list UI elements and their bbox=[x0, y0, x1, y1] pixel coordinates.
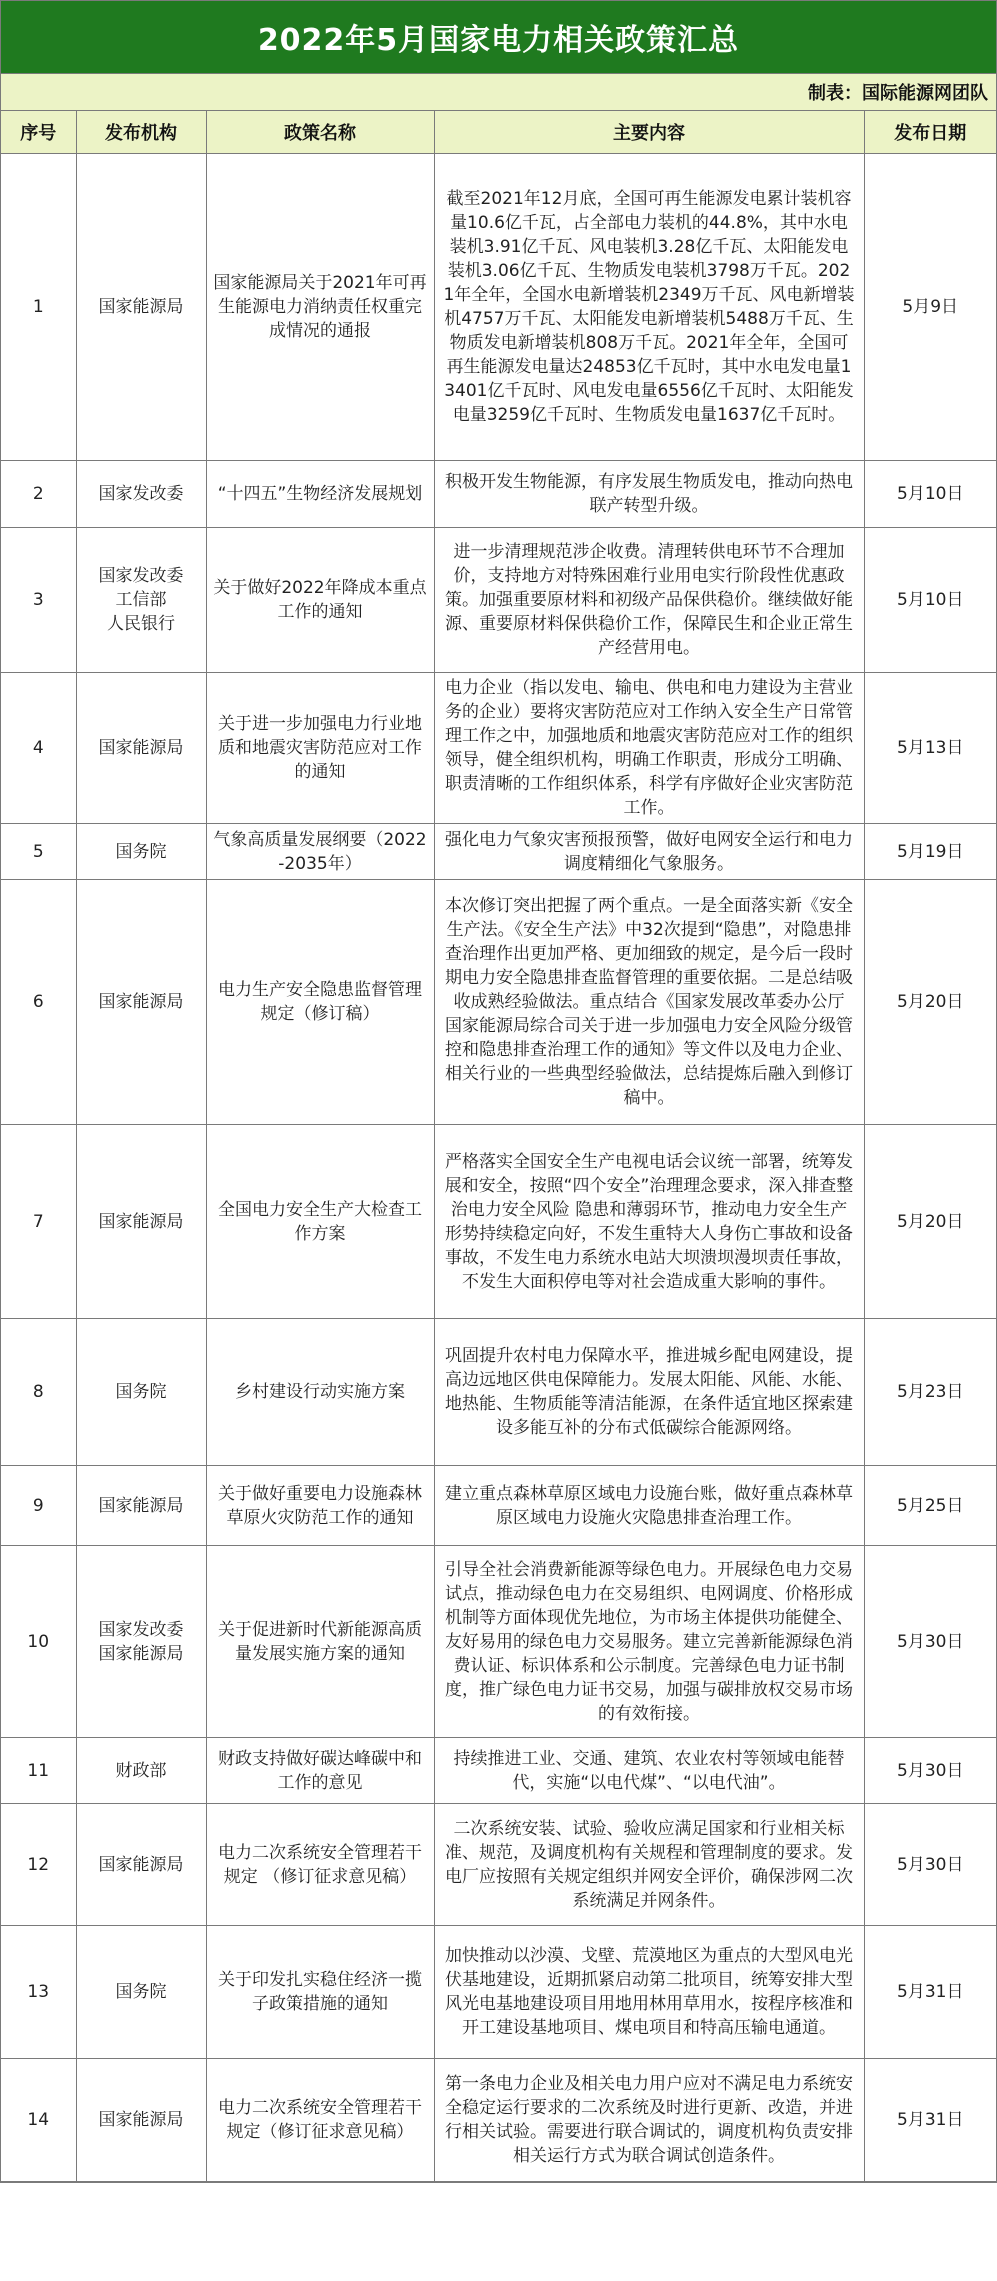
row-date: 5月10日 bbox=[864, 528, 996, 673]
row-policy-name: 关于做好2022年降成本重点工作的通知 bbox=[206, 528, 434, 673]
row-number: 10 bbox=[1, 1546, 76, 1738]
row-date: 5月20日 bbox=[864, 880, 996, 1125]
row-number: 8 bbox=[1, 1319, 76, 1466]
table-row bbox=[1, 673, 996, 824]
row-policy-name: 国家能源局关于2021年可再生能源电力消纳责任权重完成情况的通报 bbox=[206, 154, 434, 461]
row-date: 5月13日 bbox=[864, 673, 996, 824]
row-number: 4 bbox=[1, 673, 76, 824]
row-policy-name: 电力生产安全隐患监督管理规定（修订稿） bbox=[206, 880, 434, 1125]
row-content: 巩固提升农村电力保障水平，推进城乡配电网建设，提高边远地区供电保障能力。发展太阳能、风能、水能、地热能、生物质能等清洁能源，在条件适宜地区探索建设多能互补的分布式低碳综合能源网络。 bbox=[434, 1319, 864, 1466]
row-number: 1 bbox=[1, 154, 76, 461]
row-date: 5月10日 bbox=[864, 461, 996, 528]
header-org: 发布机构 bbox=[76, 111, 206, 154]
table-row bbox=[1, 1926, 996, 2059]
row-org: 国务院 bbox=[76, 1319, 206, 1466]
row-org: 国家发改委 bbox=[76, 461, 206, 528]
row-content: 积极开发生物能源，有序发展生物质发电，推动向热电联产转型升级。 bbox=[434, 461, 864, 528]
table-row bbox=[1, 880, 996, 1125]
table-row bbox=[1, 461, 996, 528]
row-number: 12 bbox=[1, 1804, 76, 1926]
row-date: 5月25日 bbox=[864, 1466, 996, 1546]
row-date: 5月20日 bbox=[864, 1125, 996, 1319]
row-org: 国家发改委 国家能源局 bbox=[76, 1546, 206, 1738]
row-content: 进一步清理规范涉企收费。清理转供电环节不合理加价，支持地方对特殊困难行业用电实行阶段性优惠政策。加强重要原材料和初级产品保供稳价。继续做好能源、重要原材料保供稳价工作，保障民生和企业正常生产经营用电。 bbox=[434, 528, 864, 673]
row-policy-name: 关于进一步加强电力行业地质和地震灾害防范应对工作的通知 bbox=[206, 673, 434, 824]
row-date: 5月19日 bbox=[864, 824, 996, 880]
row-date: 5月30日 bbox=[864, 1804, 996, 1926]
row-number: 11 bbox=[1, 1738, 76, 1804]
row-org: 国务院 bbox=[76, 824, 206, 880]
row-date: 5月9日 bbox=[864, 154, 996, 461]
table-row bbox=[1, 1466, 996, 1546]
row-content: 加快推动以沙漠、戈壁、荒漠地区为重点的大型风电光伏基地建设，近期抓紧启动第二批项目，统筹安排大型风光电基地建设项目用地用林用草用水，按程序核准和开工建设基地项目、煤电项目和特高压输电通道。 bbox=[434, 1926, 864, 2059]
row-org: 国家能源局 bbox=[76, 154, 206, 461]
header-no: 序号 bbox=[1, 111, 76, 154]
policy-table bbox=[1, 111, 996, 2182]
row-policy-name: 关于印发扎实稳住经济一揽子政策措施的通知 bbox=[206, 1926, 434, 2059]
row-number: 7 bbox=[1, 1125, 76, 1319]
table-row bbox=[1, 1125, 996, 1319]
row-number: 13 bbox=[1, 1926, 76, 2059]
table-row bbox=[1, 1319, 996, 1466]
row-org: 国家能源局 bbox=[76, 1125, 206, 1319]
row-org: 财政部 bbox=[76, 1738, 206, 1804]
row-policy-name: 乡村建设行动实施方案 bbox=[206, 1319, 434, 1466]
row-date: 5月31日 bbox=[864, 1926, 996, 2059]
row-content: 建立重点森林草原区域电力设施台账，做好重点森林草原区域电力设施火灾隐患排查治理工作。 bbox=[434, 1466, 864, 1546]
row-content: 截至2021年12月底，全国可再生能源发电累计装机容量10.6亿千瓦，占全部电力装机的44.8%，其中水电装机3.91亿千瓦、风电装机3.28亿千瓦、太阳能发电装机3.06亿千瓦、生物质发电装机3798万千瓦。2021年全年，全国水电新增装机2349万千瓦、风电新增装机4757万千瓦、太阳能发电新增装机5488万千瓦、生物质发电新增装机808万千瓦。2021年全年，全国可再生能源发电量达24853亿千瓦时，其中水电发电量13401亿千瓦时、风电发电量6556亿千瓦时、太阳能发电量3259亿千瓦时、生物质发电量1637亿千瓦时。 bbox=[434, 154, 864, 461]
row-number: 6 bbox=[1, 880, 76, 1125]
row-org: 国务院 bbox=[76, 1926, 206, 2059]
row-number: 5 bbox=[1, 824, 76, 880]
row-org: 国家能源局 bbox=[76, 1804, 206, 1926]
table-row bbox=[1, 1738, 996, 1804]
row-number: 14 bbox=[1, 2059, 76, 2182]
table-row bbox=[1, 824, 996, 880]
row-policy-name: 气象高质量发展纲要（2022-2035年） bbox=[206, 824, 434, 880]
row-date: 5月23日 bbox=[864, 1319, 996, 1466]
row-policy-name: 关于做好重要电力设施森林草原火灾防范工作的通知 bbox=[206, 1466, 434, 1546]
header-content: 主要内容 bbox=[434, 111, 864, 154]
row-date: 5月30日 bbox=[864, 1738, 996, 1804]
row-org: 国家发改委 工信部 人民银行 bbox=[76, 528, 206, 673]
row-content: 引导全社会消费新能源等绿色电力。开展绿色电力交易试点，推动绿色电力在交易组织、电网调度、价格形成机制等方面体现优先地位，为市场主体提供功能健全、友好易用的绿色电力交易服务。建立完善新能源绿色消费认证、标识体系和公示制度。完善绿色电力证书制度，推广绿色电力证书交易，加强与碳排放权交易市场的有效衔接。 bbox=[434, 1546, 864, 1738]
row-org: 国家能源局 bbox=[76, 880, 206, 1125]
row-date: 5月30日 bbox=[864, 1546, 996, 1738]
row-org: 国家能源局 bbox=[76, 2059, 206, 2182]
row-policy-name: 关于促进新时代新能源高质量发展实施方案的通知 bbox=[206, 1546, 434, 1738]
row-content: 第一条电力企业及相关电力用户应对不满足电力系统安全稳定运行要求的二次系统及时进行更新、改造，并进行相关试验。需要进行联合调试的，调度机构负责安排相关运行方式为联合调试创造条件。 bbox=[434, 2059, 864, 2182]
maker-line: 制表：国际能源网团队 bbox=[1, 74, 996, 111]
row-number: 3 bbox=[1, 528, 76, 673]
table-row bbox=[1, 2059, 996, 2182]
table-row bbox=[1, 154, 996, 461]
header-name: 政策名称 bbox=[206, 111, 434, 154]
row-policy-name: 电力二次系统安全管理若干规定（修订征求意见稿） bbox=[206, 2059, 434, 2182]
row-org: 国家能源局 bbox=[76, 673, 206, 824]
row-policy-name: 财政支持做好碳达峰碳中和工作的意见 bbox=[206, 1738, 434, 1804]
row-content: 强化电力气象灾害预报预警，做好电网安全运行和电力调度精细化气象服务。 bbox=[434, 824, 864, 880]
row-content: 严格落实全国安全生产电视电话会议统一部署，统筹发展和安全，按照“四个安全”治理理念要求，深入排查整治电力安全风险 隐患和薄弱环节，推动电力安全生产形势持续稳定向好，不发生重特大人身伤亡事故和设备事故，不发生电力系统水电站大坝溃坝漫坝责任事故，不发生大面积停电等对社会造成重大影响的事件。 bbox=[434, 1125, 864, 1319]
page-title: 2022年5月国家电力相关政策汇总 bbox=[1, 1, 996, 74]
row-policy-name: “十四五”生物经济发展规划 bbox=[206, 461, 434, 528]
table-row bbox=[1, 1804, 996, 1926]
row-policy-name: 全国电力安全生产大检查工作方案 bbox=[206, 1125, 434, 1319]
row-content: 持续推进工业、交通、建筑、农业农村等领域电能替代，实施“以电代煤”、“以电代油”。 bbox=[434, 1738, 864, 1804]
row-policy-name: 电力二次系统安全管理若干规定 （修订征求意见稿） bbox=[206, 1804, 434, 1926]
table-row bbox=[1, 528, 996, 673]
row-number: 2 bbox=[1, 461, 76, 528]
row-content: 二次系统安装、试验、验收应满足国家和行业相关标准、规范，及调度机构有关规程和管理制度的要求。发电厂应按照有关规定组织并网安全评价，确保涉网二次系统满足并网条件。 bbox=[434, 1804, 864, 1926]
row-org: 国家能源局 bbox=[76, 1466, 206, 1546]
row-content: 电力企业（指以发电、输电、供电和电力建设为主营业务的企业）要将灾害防范应对工作纳入安全生产日常管理工作之中，加强地质和地震灾害防范应对工作的组织领导，健全组织机构，明确工作职责，形成分工明确、职责清晰的工作组织体系，科学有序做好企业灾害防范工作。 bbox=[434, 673, 864, 824]
table-row bbox=[1, 1546, 996, 1738]
header-date: 发布日期 bbox=[864, 111, 996, 154]
row-number: 9 bbox=[1, 1466, 76, 1546]
row-date: 5月31日 bbox=[864, 2059, 996, 2182]
row-content: 本次修订突出把握了两个重点。一是全面落实新《安全生产法。《安全生产法》中32次提到“隐患”，对隐患排查治理作出更加严格、更加细致的规定，是今后一段时期电力安全隐患排查监督管理的重要依据。二是总结吸收成熟经验做法。重点结合《国家发展改革委办公厅 国家能源局综合司关于进一步加强电力安全风险分级管控和隐患排查治理工作的通知》等文件以及电力企业、相关行业的一些典型经验做法，总结提炼后融入到修订稿中。 bbox=[434, 880, 864, 1125]
header-row bbox=[1, 111, 996, 154]
